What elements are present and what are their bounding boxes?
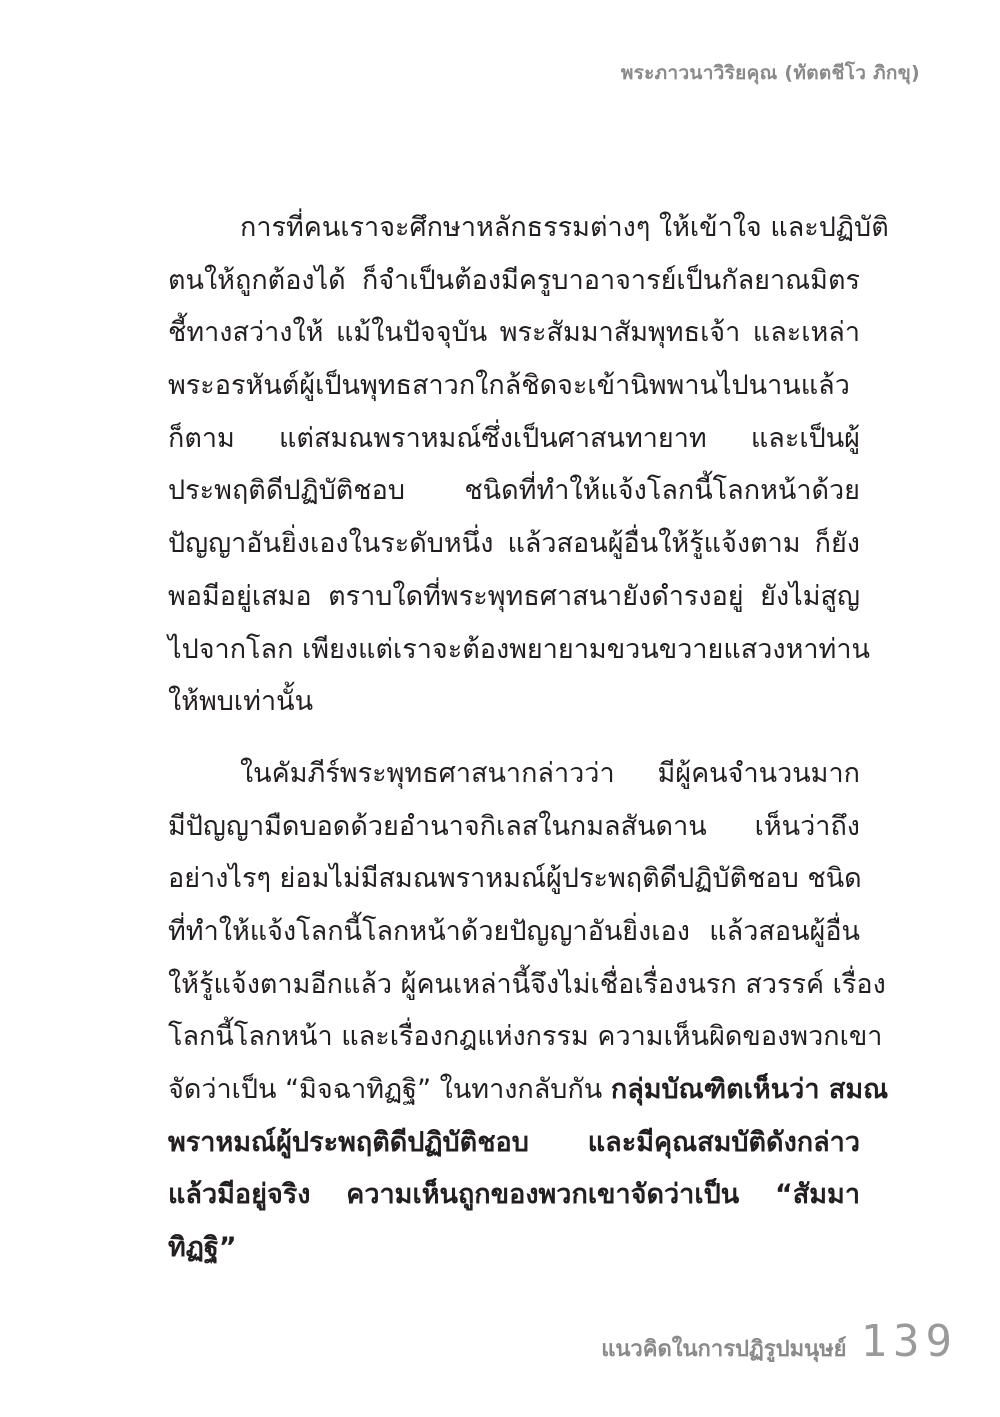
bold-text-segment: กลุ่มบัณฑิตเห็นว่า สมณ — [610, 1074, 889, 1105]
text-line: ในคัมภีร์พระพุทธศาสนากล่าวว่า มีผู้คนจำนวนมาก — [240, 757, 860, 789]
page-footer — [601, 1316, 958, 1367]
text-line-mixed — [168, 1070, 889, 1123]
bold-text-line: พราหมณ์ผู้ประพฤติดีปฏิบัติชอบ และมีคุณสมบัติดังกล่าว — [168, 1126, 860, 1158]
text-line: ตนให้ถูกต้องได้ ก็จำเป็นต้องมีครูบาอาจารย์เป็นกัลยาณมิตร — [168, 264, 860, 296]
running-header: พระภาวนาวิริยคุณ (ทัตตชีโว ภิกขุ) — [620, 62, 920, 84]
footer-book-title: แนวคิดในการปฏิรูปมนุษย์ — [601, 1337, 847, 1362]
text-line: ก็ตาม แต่สมณพราหมณ์ซึ่งเป็นศาสนทายาท และเป็นผู้ — [168, 422, 860, 454]
page-number: 139 — [860, 1316, 958, 1367]
text-line: โลกนี้โลกหน้า และเรื่องกฎแห่งกรรม ความเห็นผิดของพวกเขา — [168, 1021, 883, 1053]
text-line: พอมีอยู่เสมอ ตราบใดที่พระพุทธศาสนายังดำรงอยู่ ยังไม่สูญ — [168, 580, 860, 612]
paragraph-2 — [168, 754, 889, 1281]
text-line: ชี้ทางสว่างให้ แม้ในปัจจุบัน พระสัมมาสัมพุทธเจ้า และเหล่า — [168, 317, 860, 349]
text-line: การที่คนเราจะศึกษาหลักธรรมต่างๆ ให้เข้าใจ และปฏิบัติ — [240, 212, 889, 243]
text-line: พระอรหันต์ผู้เป็นพุทธสาวกใกล้ชิดจะเข้านิพพานไปนานแล้ว — [168, 370, 850, 402]
text-line: ประพฤติดีปฏิบัติชอบ ชนิดที่ทำให้แจ้งโลกนี้โลกหน้าด้วย — [168, 475, 860, 507]
text-line: ที่ทำให้แจ้งโลกนี้โลกหน้าด้วยปัญญาอันยิ่งเอง แล้วสอนผู้อื่น — [168, 915, 860, 947]
text-line: อย่างไรๆ ย่อมไม่มีสมณพราหมณ์ผู้ประพฤติดีปฏิบัติชอบ ชนิด — [168, 863, 862, 895]
text-line: มีปัญญามืดบอดด้วยอำนาจกิเลสในกมลสันดาน เห็นว่าถึง — [168, 810, 860, 842]
text-line: ให้พบเท่านั้น — [168, 686, 314, 718]
paragraph-1 — [168, 208, 889, 735]
body-text — [168, 208, 889, 1281]
text-line: ให้รู้แจ้งตามอีกแล้ว ผู้คนเหล่านี้จึงไม่เชื่อเรื่องนรก สวรรค์ เรื่อง — [168, 968, 886, 1000]
text-line: ไปจากโลก เพียงแต่เราจะต้องพยายามขวนขวายแสวงหาท่าน — [168, 633, 870, 665]
text-line: ปัญญาอันยิ่งเองในระดับหนึ่ง แล้วสอนผู้อื่นให้รู้แจ้งตาม ก็ยัง — [168, 528, 860, 560]
paragraph-gap — [168, 735, 860, 754]
bold-text-line: แล้วมีอยู่จริง ความเห็นถูกของพวกเขาจัดว่าเป็น “สัมมา — [168, 1179, 860, 1211]
bold-text-line: ทิฏฐิ” — [168, 1232, 237, 1264]
normal-text-segment: จัดว่าเป็น “มิจฉาทิฏฐิ” ในทางกลับกัน — [168, 1074, 611, 1105]
